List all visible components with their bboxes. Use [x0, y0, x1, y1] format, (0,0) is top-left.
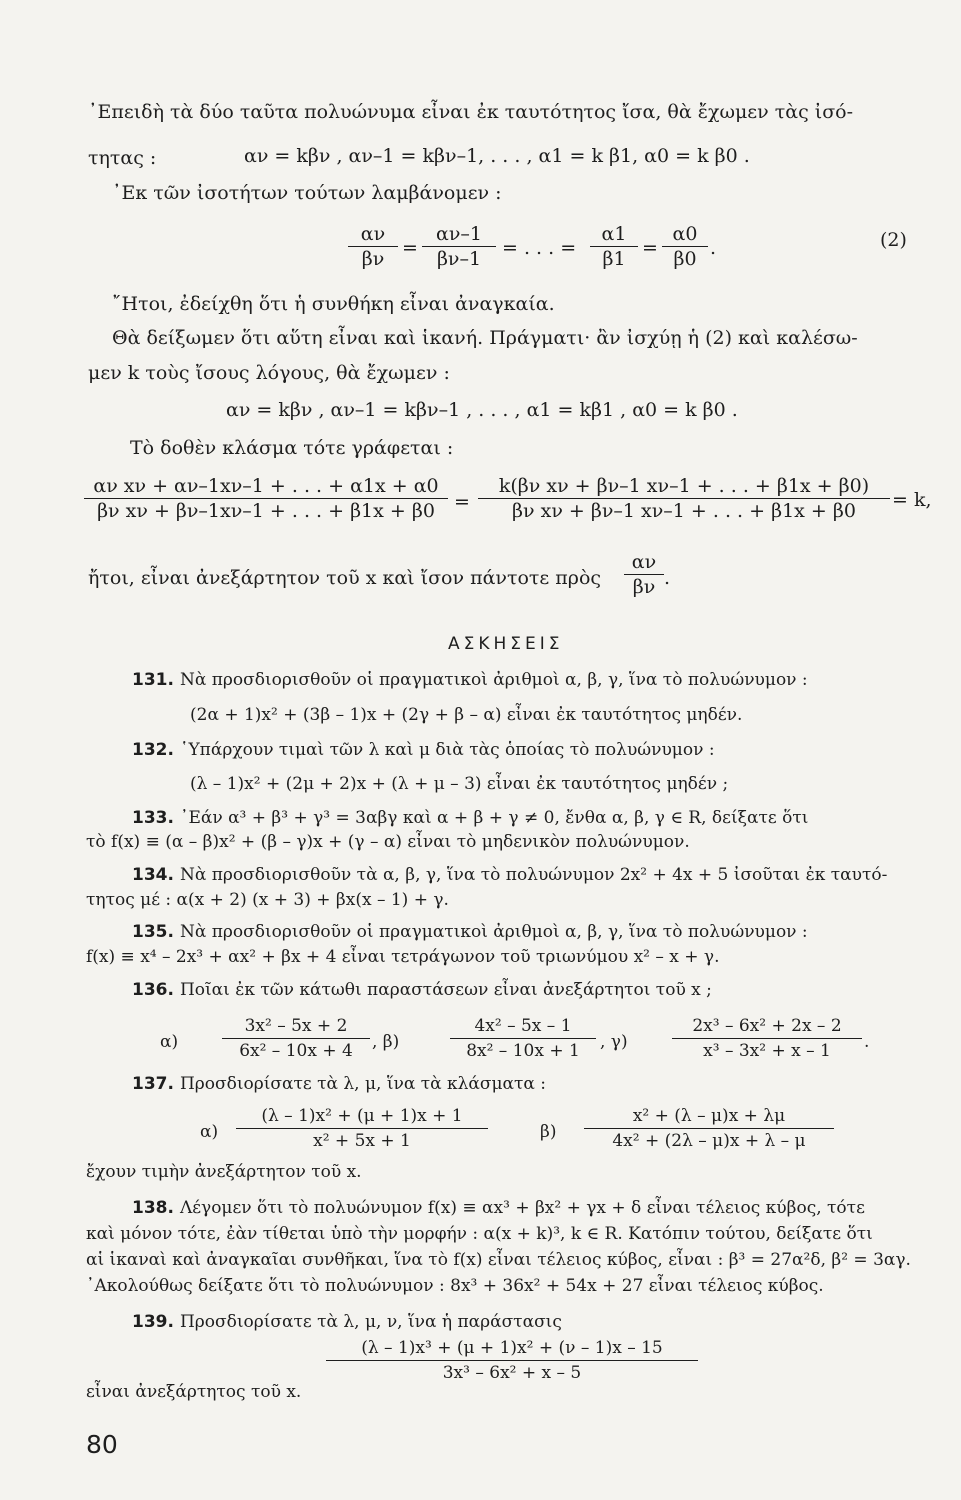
exercise-text: αἱ ἱκαναὶ καὶ ἀναγκαῖαι συνθῆκαι, ἵνα τὸ f(x) εἶναι τέλειος κύβος, εἶναι : β³ = 27α²δ, β² = 3αγ.	[86, 1250, 911, 1270]
equation-tail: = k,	[892, 489, 932, 511]
exercise-132: 132. ῾Υπάρχουν τιμαὶ τῶν λ καὶ μ διὰ τὰς ὁποίας τὸ πολυώνυμον :	[132, 740, 715, 760]
text-line: μεν k τοὺς ἴσους λόγους, θὰ ἔχωμεν :	[88, 362, 450, 384]
fraction: $\frac{\text{3x² – 5x + 2}}{\text{6x² – 10x + 4}}$	[222, 1014, 370, 1063]
option-label: , β)	[372, 1032, 400, 1052]
fraction: $\frac{\text{4x² – 5x – 1}}{\text{8x² – 10x + 1}}$	[450, 1014, 596, 1063]
exercise-139: 139. Προσδιορίσατε τὰ λ, μ, ν, ἵνα ἡ παράστασις	[132, 1312, 562, 1332]
equation-line: αν = kβν , αν–1 = kβν–1 , . . . , α1 = kβ1 , α0 = k β0 .	[226, 399, 738, 421]
option-label: α)	[200, 1122, 219, 1142]
fraction: $\frac{\text{(λ – 1)x² + (μ + 1)x + 1}}{\text{x² + 5x + 1}}$	[236, 1104, 488, 1153]
fraction: $\frac{\alpha 0}{\beta 0}$	[662, 222, 708, 271]
fraction: $\frac{\alpha 1}{\beta 1}$	[590, 222, 638, 271]
text-line: ᾽Επειδὴ τὰ δύο ταῦτα πολυώνυμα εἶναι ἐκ ταυτότητος ἴσα, θὰ ἔχωμεν τὰς ἰσό-	[88, 101, 854, 123]
text-line: ἤτοι, εἶναι ἀνεξάρτητον τοῦ x καὶ ἴσον πάντοτε πρὸς	[88, 567, 602, 589]
dots: = . . . =	[502, 237, 577, 259]
text-line: Τὸ δοθὲν κλάσμα τότε γράφεται :	[130, 437, 454, 459]
section-title: ΑΣΚΗΣΕΙΣ	[448, 634, 564, 654]
equals-sign: =	[454, 491, 470, 513]
page-number: 80	[86, 1430, 118, 1459]
fraction: $\frac{\text{x² + (λ – μ)x + λμ}}{\text{4x² + (2λ – μ)x + λ – μ}}$	[584, 1104, 834, 1153]
exercise-text: (λ – 1)x² + (2μ + 2)x + (λ + μ – 3) εἶναι ἐκ ταυτότητος μηδέν ;	[190, 774, 729, 794]
book-page: ᾽Επειδὴ τὰ δύο ταῦτα πολυώνυμα εἶναι ἐκ ταυτότητος ἴσα, θὰ ἔχωμεν τὰς ἰσό- τητας : αν = kβν , αν–1 = kβν–1, . . . , α1 = k β1, α0 = k β0 . ᾽Εκ τῶν ἰσοτήτων τούτων λαμβάνομεν : $\frac{\alpha\nu}{\beta\nu}$ = $\frac{\alpha\nu-1}{\beta\nu-1}$ = . . . = $\frac{\alpha 1}{\beta 1}$ = $\frac{\alpha 0}{\beta 0}$ . (2) ῎Ητοι, ἐδείχθη ὅτι ἡ συνθήκη εἶναι ἀναγκαία. Θὰ δείξωμεν ὅτι αὕτη εἶναι καὶ ἱκανή. Πράγματι· ἂν ἰσχύῃ ἡ (2) καὶ καλέσω- μεν k τοὺς ἴσους λόγους, θὰ ἔχωμεν : αν = kβν , αν–1 = kβν–1 , . . . , α1 = kβ1 , α0 = k β0 . Τὸ δοθὲν κλάσμα τότε γράφεται : $\frac{\text{αν xν + αν–1xν–1 + . . . + α1x + α0}}{\text{βν xν + βν–1xν–1 + . . . + β1x + β0}}$ = $\frac{\text{k(βν xν + βν–1 xν–1 + . . . + β1x + β0)}}{\text{βν xν + βν–1 xν–1 + . . . + β1x + β0}}$ = k, ἤτοι, εἶναι ἀνεξάρτητον τοῦ x καὶ ἴσον πάντοτε πρὸς $\frac{\alpha\nu}{\beta\nu}$ . ΑΣΚΗΣΕΙΣ 131. Νὰ προσδιορισθοῦν οἱ πραγματικοὶ ἀριθμοὶ α, β, γ, ἵνα τὸ πολυώνυμον : (2α + 1)x² + (3β – 1)x + (2γ + β – α) εἶναι ἐκ ταυτότητος μηδέν. 132. ῾Υπάρχουν τιμαὶ τῶν λ καὶ μ διὰ τὰς ὁποίας τὸ πολυώνυμον : (λ – 1)x² + (2μ + 2)x + (λ + μ – 3) εἶναι ἐκ ταυτότητος μηδέν ; 133. ᾽Εάν α³ + β³ + γ³ = 3αβγ καὶ α + β + γ ≠ 0, ἔνθα α, β, γ ∈ R, δείξατε ὅτι τὸ f(x) ≡ (α – β)x² + (β – γ)x + (γ – α) εἶναι τὸ μηδενικὸν πολυώνυμον. 134. Νὰ προσδιορισθοῦν τὰ α, β, γ, ἵνα τὸ πολυώνυμον 2x² + 4x + 5 ἰσοῦται ἐκ ταυτό- τητος μέ : α(x + 2) (x + 3) + βx(x – 1) + γ. 135. Νὰ προσδιορισθοῦν οἱ πραγματικοὶ ἀριθμοὶ α, β, γ, ἵνα τὸ πολυώνυμον : f(x) ≡ x⁴ – 2x³ + αx² + βx + 4 εἶναι τετράγωνον τοῦ τριωνύμου x² – x + γ. 136. Ποῖαι ἐκ τῶν κάτωθι παραστάσεων εἶναι ἀνεξάρτητοι τοῦ x ; α) $\frac{\text{3x² – 5x + 2}}{\text{6x² – 10x + 4}}$ , β) $\frac{\text{4x² – 5x – 1}}{\text{8x² – 10x + 1}}$ , γ) $\frac{\text{2x³ – 6x² + 2x – 2}}{\text{x³ – 3x² + x – 1}}$ . 137. Προσδιορίσατε τὰ λ, μ, ἵνα τὰ κλάσματα : α) $\frac{\text{(λ – 1)x² + (μ + 1)x + 1}}{\text{x² + 5x + 1}}$ β) $\frac{\text{x² + (λ – μ)x + λμ}}{\text{4x² + (2λ – μ)x + λ – μ}}$ ἔχουν τιμὴν ἀνεξάρτητον τοῦ x. 138. Λέγομεν ὅτι τὸ πολυώνυμον f(x) ≡ αx³ + βx² + γx + δ εἶναι τέλειος κύβος, τότε καὶ μόνον τότε, ἐὰν τίθεται ὑπὸ τὴν μορφήν : α(x + k)³, k ∈ R. Κατόπιν τούτου, δείξατε ὅτι αἱ ἱκαναὶ καὶ ἀναγκαῖαι συνθῆκαι, ἵνα τὸ f(x) εἶναι τέλειος κύβος, εἶναι : β³ = 27α²δ, β² = 3αγ. ᾽Ακολούθως δείξατε ὅτι τὸ πολυώνυμον : 8x³ + 36x² + 54x + 27 εἶναι τέλειος κύβος. 139. Προσδιορίσατε τὰ λ, μ, ν, ἵνα ἡ παράστασις $\frac{\text{(λ – 1)x³ + (μ + 1)x² + (ν – 1)x – 15}}{\text{3x³ – 6x² + x – 5}}$ εἶναι ἀνεξάρτητος τοῦ x. 80	[86, 101, 932, 1459]
fraction: $\frac{\text{αν xν + αν–1xν–1 + . . . + α1x + α0}}{\text{βν xν + βν–1xν–1 + . . . + β1x + β0}}$	[84, 474, 448, 523]
exercise-text: τητος μέ : α(x + 2) (x + 3) + βx(x – 1) + γ.	[86, 890, 449, 910]
exercise-133: 133. ᾽Εάν α³ + β³ + γ³ = 3αβγ καὶ α + β + γ ≠ 0, ἔνθα α, β, γ ∈ R, δείξατε ὅτι	[132, 808, 809, 828]
exercise-text: τὸ f(x) ≡ (α – β)x² + (β – γ)x + (γ – α) εἶναι τὸ μηδενικὸν πολυώνυμον.	[86, 832, 690, 852]
equation-line: αν = kβν , αν–1 = kβν–1, . . . , α1 = k β1, α0 = k β0 .	[244, 145, 750, 167]
exercise-text: ἔχουν τιμὴν ἀνεξάρτητον τοῦ x.	[86, 1162, 362, 1182]
exercise-135: 135. Νὰ προσδιορισθοῦν οἱ πραγματικοὶ ἀριθμοὶ α, β, γ, ἵνα τὸ πολυώνυμον :	[132, 922, 808, 942]
text-line: ᾽Εκ τῶν ἰσοτήτων τούτων λαμβάνομεν :	[112, 182, 502, 204]
exercise-137: 137. Προσδιορίσατε τὰ λ, μ, ἵνα τὰ κλάσματα :	[132, 1074, 547, 1094]
text-line: Θὰ δείξωμεν ὅτι αὕτη εἶναι καὶ ἱκανή. Πράγματι· ἂν ἰσχύῃ ἡ (2) καὶ καλέσω-	[112, 327, 858, 349]
exercise-text: f(x) ≡ x⁴ – 2x³ + αx² + βx + 4 εἶναι τετράγωνον τοῦ τριωνύμου x² – x + γ.	[86, 947, 720, 967]
exercise-text: (2α + 1)x² + (3β – 1)x + (2γ + β – α) εἶναι ἐκ ταυτότητος μηδέν.	[190, 705, 743, 725]
option-label: β)	[540, 1122, 557, 1142]
option-label: , γ)	[600, 1032, 628, 1052]
exercise-text: ᾽Ακολούθως δείξατε ὅτι τὸ πολυώνυμον : 8x³ + 36x² + 54x + 27 εἶναι τέλειος κύβος.	[86, 1276, 824, 1296]
fraction: $\frac{\alpha\nu}{\beta\nu}$	[624, 550, 664, 599]
fraction: $\frac{\alpha\nu}{\beta\nu}$	[348, 222, 398, 271]
exercise-text: καὶ μόνον τότε, ἐὰν τίθεται ὑπὸ τὴν μορφήν : α(x + k)³, k ∈ R. Κατόπιν τούτου, δείξατε ὅτι	[86, 1224, 873, 1244]
text-line: τητας :	[88, 147, 157, 169]
fraction: $\frac{\text{k(βν xν + βν–1 xν–1 + . . . + β1x + β0)}}{\text{βν xν + βν–1 xν–1 + . . . + β1x + β0}}$	[478, 474, 890, 523]
text-line: ῎Ητοι, ἐδείχθη ὅτι ἡ συνθήκη εἶναι ἀναγκαία.	[112, 293, 555, 315]
equals-sign: =	[402, 237, 418, 259]
exercise-136: 136. Ποῖαι ἐκ τῶν κάτωθι παραστάσεων εἶναι ἀνεξάρτητοι τοῦ x ;	[132, 980, 712, 1000]
equals-sign: =	[642, 237, 658, 259]
exercise-text: εἶναι ἀνεξάρτητος τοῦ x.	[86, 1382, 302, 1402]
exercise-134: 134. Νὰ προσδιορισθοῦν τὰ α, β, γ, ἵνα τὸ πολυώνυμον 2x² + 4x + 5 ἰσοῦται ἐκ ταυτό-	[132, 865, 888, 885]
fraction: $\frac{\text{(λ – 1)x³ + (μ + 1)x² + (ν – 1)x – 15}}{\text{3x³ – 6x² + x – 5}}$	[326, 1336, 698, 1385]
exercise-131: 131. Νὰ προσδιορισθοῦν οἱ πραγματικοὶ ἀριθμοὶ α, β, γ, ἵνα τὸ πολυώνυμον :	[132, 670, 808, 690]
fraction: $\frac{\text{2x³ – 6x² + 2x – 2}}{\text{x³ – 3x² + x – 1}}$	[672, 1014, 862, 1063]
equation-tag: (2)	[880, 229, 907, 251]
option-label: α)	[160, 1032, 179, 1052]
fraction: $\frac{\alpha\nu-1}{\beta\nu-1}$	[422, 222, 496, 271]
exercise-138: 138. Λέγομεν ὅτι τὸ πολυώνυμον f(x) ≡ αx³ + βx² + γx + δ εἶναι τέλειος κύβος, τότε	[132, 1198, 865, 1218]
